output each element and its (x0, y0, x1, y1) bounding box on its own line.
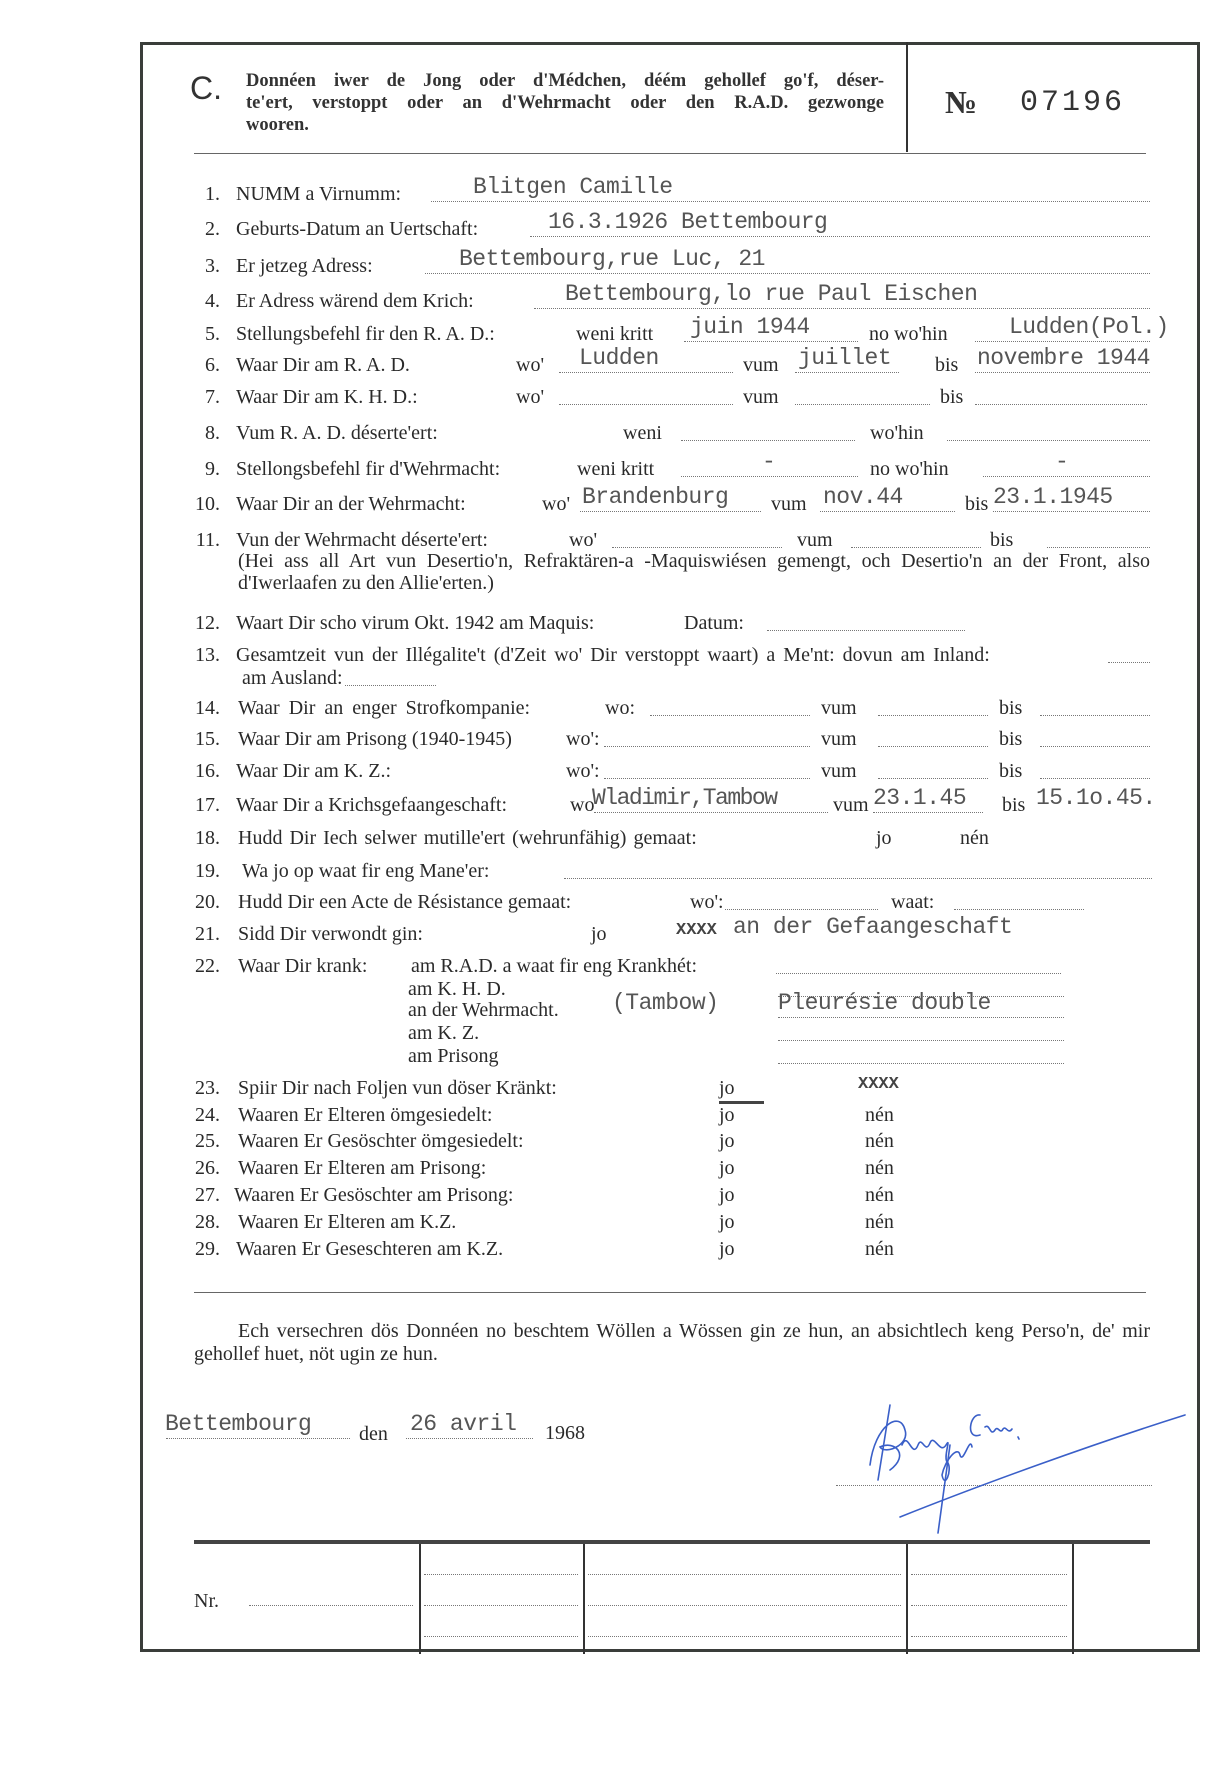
row-label: Waaren Er Gesöschter am Prisong: (234, 1184, 514, 1206)
mutilation-how-field[interactable] (564, 878, 1152, 879)
row-label: Waar Dir an enger Strofkompanie: (238, 697, 531, 719)
declaration-rule (194, 1292, 1146, 1293)
den-label: den (359, 1423, 388, 1445)
declaration-text: Ech versechren dös Donnéen no beschtem Wöllen a Wössen gin ze hun, an absichtlech keng Perso'n, de' mir gehollef huet, nöt ugin ze hun. (194, 1320, 1150, 1365)
row-label: Gesamtzeit vun der Illégalite't (d'Zeit wo' Dir verstoppt waart) a Me'nt: dovun am Inland: (236, 644, 990, 666)
row-21 (0, 914, 1232, 947)
row-7 (0, 384, 1232, 410)
option-yes[interactable]: jo (719, 1211, 735, 1233)
field-label: wo'hin (870, 422, 924, 444)
row-27 (0, 1182, 1232, 1208)
field-label: waat: (891, 891, 935, 913)
field-label: vum (821, 728, 857, 750)
row-label: Spiir Dir nach Foljen vun döser Kränkt: (238, 1077, 557, 1099)
field-label: vum (771, 493, 807, 515)
row-19 (0, 858, 1232, 884)
field-label: vum (821, 697, 857, 719)
row-label: Er Adress wärend dem Krich: (236, 290, 474, 312)
row-24 (0, 1102, 1232, 1128)
row-number: 27. (195, 1184, 220, 1206)
sick-rad-field[interactable] (776, 973, 1061, 974)
desert-place-field[interactable] (612, 547, 782, 548)
row-label: NUMM a Virnumm: (236, 183, 402, 205)
wehrmacht-from-field[interactable] (820, 511, 955, 512)
dash-value: - (1055, 449, 1069, 475)
rad-place-value: Ludden (579, 345, 659, 371)
field-label: weni kritt (577, 458, 655, 480)
rad-from-field[interactable] (795, 372, 899, 373)
war-address-field[interactable] (534, 308, 1150, 309)
rad-desert-dest-field[interactable] (947, 440, 1150, 441)
row-number: 13. (195, 644, 220, 666)
row-number: 20. (195, 891, 220, 913)
row-22-prison (0, 1043, 1232, 1069)
title-line: Donnéen iwer de Jong oder d'Médchen, déém gehollef go'f, déser- (246, 71, 884, 91)
field-label: wo': (566, 760, 600, 782)
row-number: 10. (195, 493, 220, 515)
row-label: Vun der Wehrmacht déserte'ert: (236, 529, 488, 551)
war-address-value: Bettembourg,lo rue Paul Eischen (565, 281, 978, 307)
option-no-struck[interactable]: XXXX (858, 1075, 899, 1094)
row-number: 7. (205, 386, 220, 408)
row-number: 6. (205, 354, 220, 376)
sick-wehrmacht-field[interactable] (778, 1017, 1064, 1018)
form-number: 07196 (1020, 86, 1126, 120)
khd-from-field[interactable] (795, 404, 930, 405)
row-number: 28. (195, 1211, 220, 1233)
wehrmacht-order-date-field[interactable] (681, 476, 858, 477)
table-divider (906, 1544, 908, 1654)
field-label: wo': (690, 891, 724, 913)
table-divider (583, 1544, 585, 1654)
field-label: bis (1002, 794, 1026, 816)
field-label: weni (623, 422, 662, 444)
field-label: wo' (542, 493, 571, 515)
row-12 (0, 610, 1232, 636)
field-label: bis (935, 354, 959, 376)
table-cell[interactable] (911, 1574, 1067, 1575)
field-label: vum (743, 386, 779, 408)
signature-image (830, 1385, 1200, 1535)
field-label: wo' (516, 386, 545, 408)
penal-from-field[interactable] (878, 715, 988, 716)
field-label: bis (965, 493, 989, 515)
prison-from-field[interactable] (878, 746, 988, 747)
address-value: Bettembourg,rue Luc, 21 (459, 246, 765, 272)
row-16 (0, 758, 1232, 784)
option-yes-underlined[interactable]: jo (719, 1075, 764, 1104)
sick-place-value: (Tambow) (612, 990, 719, 1016)
desert-from-field[interactable] (851, 547, 981, 548)
birth-field[interactable] (530, 236, 1150, 237)
nr-field[interactable] (249, 1605, 413, 1606)
row-number: 8. (205, 422, 220, 444)
option-yes[interactable]: jo (876, 827, 892, 849)
kz-from-field[interactable] (878, 778, 988, 779)
row-number: 17. (195, 794, 220, 816)
option-no[interactable]: nén (865, 1130, 894, 1152)
resistance-what-field[interactable] (954, 909, 1084, 910)
field-label: vum (743, 354, 779, 376)
field-label: no wo'hin (869, 323, 948, 345)
wehrmacht-place-value: Brandenburg (582, 484, 729, 510)
row-number: 16. (195, 760, 220, 782)
penal-place-field[interactable] (650, 715, 810, 716)
field-label: wo: (605, 697, 635, 719)
row-10 (0, 484, 1232, 517)
row-label: Waar Dir am K. H. D.: (236, 386, 418, 408)
row-number: 15. (195, 728, 220, 750)
header-divider (906, 42, 908, 152)
row-1 (0, 174, 1232, 207)
pow-from-value: 23.1.45 (873, 785, 967, 811)
row-number: 4. (205, 290, 220, 312)
row-number: 1. (205, 183, 220, 205)
row-number: 19. (195, 860, 220, 882)
field-label: weni kritt (576, 323, 654, 345)
field-label: vum (821, 760, 857, 782)
pow-place-value: Wladimir,Tambow (592, 785, 777, 811)
abroad-months-field[interactable] (345, 685, 436, 686)
date-field[interactable] (406, 1438, 533, 1439)
desertion-note: (Hei ass all Art vun Desertio'n, Refraktären-a -Maquiswiésen gemengt, och Desertio'n an der Front, also d'Iwerlaafen zu den Allie'erten.) (238, 550, 1150, 594)
row-9 (0, 449, 1232, 482)
desert-to-field[interactable] (1047, 547, 1150, 548)
field-label: wo' (569, 529, 598, 551)
name-value: Blitgen Camille (473, 174, 673, 200)
table-cell[interactable] (588, 1605, 901, 1606)
rad-desert-date-field[interactable] (681, 440, 855, 441)
row-label: Waar Dir krank: (238, 955, 368, 977)
number-symbol: № (945, 84, 978, 120)
row-label: Waaren Er Elteren am K.Z. (238, 1211, 457, 1233)
field-label: bis (999, 697, 1023, 719)
wehrmacht-place-field[interactable] (580, 511, 761, 512)
option-yes[interactable]: jo (591, 923, 607, 945)
row-number: 23. (195, 1077, 220, 1099)
table-divider (419, 1544, 421, 1654)
kz-place-field[interactable] (604, 778, 810, 779)
date-value: 26 avril (410, 1411, 517, 1437)
wehrmacht-order-dest-field[interactable] (983, 476, 1150, 477)
title-line: wooren. (246, 115, 309, 135)
row-20 (0, 889, 1232, 915)
row-17 (0, 785, 1232, 818)
field-label: bis (999, 728, 1023, 750)
kz-to-field[interactable] (1040, 778, 1150, 779)
row-2 (0, 209, 1232, 242)
row-28 (0, 1209, 1232, 1235)
row-label: Waar Dir am K. Z.: (236, 760, 391, 782)
row-label: Waar Dir an der Wehrmacht: (236, 493, 466, 515)
row-26 (0, 1155, 1232, 1181)
rad-to-value: novembre 1944 (977, 345, 1150, 371)
sick-prison-field[interactable] (778, 1063, 1064, 1064)
row-number: 2. (205, 218, 220, 240)
field-label: wo' (516, 354, 545, 376)
field-label: wo': (566, 728, 600, 750)
wehrmacht-from-value: nov.44 (823, 484, 903, 510)
row-label: Hudd Dir Iech selwer mutille'ert (wehrunfähig) gemaat: (238, 827, 697, 849)
row-number: 26. (195, 1157, 220, 1179)
khd-place-field[interactable] (559, 404, 733, 405)
row-number: 14. (195, 697, 220, 719)
wehrmacht-to-field[interactable] (993, 511, 1150, 512)
sick-kz-label: am K. Z. (408, 1022, 480, 1044)
row-label: Waar Dir am R. A. D. (236, 354, 410, 376)
row-3 (0, 246, 1232, 279)
rad-destination-field[interactable] (975, 341, 1150, 342)
row-29 (0, 1236, 1232, 1262)
rad-from-value: juillet (798, 345, 892, 371)
field-label: vum (797, 529, 833, 551)
penal-to-field[interactable] (1040, 715, 1150, 716)
option-yes[interactable]: jo (719, 1157, 735, 1179)
option-yes[interactable]: jo (719, 1130, 735, 1152)
table-cell[interactable] (911, 1636, 1067, 1637)
field-label: bis (940, 386, 964, 408)
sick-kz-field[interactable] (778, 1040, 1064, 1041)
row-label: Sidd Dir verwondt gin: (238, 923, 423, 945)
pow-place-field[interactable] (594, 812, 828, 813)
sick-rad-label: am R.A.D. a waat fir eng Krankhét: (411, 955, 698, 977)
row-label: Hudd Dir een Acte de Résistance gemaat: (238, 891, 572, 913)
prison-to-field[interactable] (1040, 746, 1150, 747)
sickness-value: Pleurésie double (778, 990, 991, 1016)
nr-label: Nr. (194, 1590, 219, 1612)
field-label: wo (570, 794, 595, 816)
table-cell[interactable] (911, 1605, 1067, 1606)
row-label: Waar Dir am Prisong (1940-1945) (238, 728, 512, 750)
section-title (246, 70, 884, 136)
row-label: Waaren Er Elteren am Prisong: (238, 1157, 487, 1179)
row-label: Stellungsbefehl fir den R. A. D.: (236, 323, 495, 345)
dash-value: - (762, 449, 776, 475)
title-line: te'ert, verstoppt oder an d'Wehrmacht oder den R.A.D. gezwonge (246, 93, 884, 113)
option-no[interactable]: nén (865, 1211, 894, 1233)
row-15 (0, 726, 1232, 752)
khd-to-field[interactable] (975, 404, 1147, 405)
row-number: 9. (205, 458, 220, 480)
resistance-place-field[interactable] (725, 909, 878, 910)
inland-months-field[interactable] (1108, 662, 1150, 663)
row-label: Geburts-Datum an Uertschaft: (236, 218, 479, 240)
rad-order-date-field[interactable] (684, 341, 858, 342)
row-number: 25. (195, 1130, 220, 1152)
sick-khd-label: am K. H. D. (408, 978, 506, 1000)
row-13-abroad (0, 665, 1232, 691)
table-cell[interactable] (588, 1574, 901, 1575)
row-14 (0, 695, 1232, 721)
rad-order-date-value: juin 1944 (690, 314, 810, 340)
wounded-value: an der Gefaangeschaft (733, 914, 1013, 940)
field-label: Datum: (684, 612, 744, 634)
row-23 (0, 1075, 1232, 1101)
birth-value: 16.3.1926 Bettembourg (548, 209, 828, 235)
row-label: Waaren Er Geseschteren am K.Z. (236, 1238, 504, 1260)
row-number: 3. (205, 255, 220, 277)
row-label: Er jetzeg Adress: (236, 255, 373, 277)
sick-prison-label: am Prisong (408, 1045, 499, 1067)
name-field[interactable] (431, 201, 1150, 202)
table-cell[interactable] (424, 1605, 578, 1606)
prison-place-field[interactable] (604, 746, 810, 747)
footer-rule (194, 1540, 1150, 1544)
row-label: Wa jo op waat fir eng Mane'er: (242, 860, 490, 882)
row-18 (0, 825, 1232, 851)
row-label: Vum R. A. D. déserte'ert: (236, 422, 438, 444)
row-number: 29. (195, 1238, 220, 1260)
address-field[interactable] (425, 273, 1150, 274)
row-label: am Ausland: (242, 667, 343, 689)
place-field[interactable] (166, 1438, 350, 1439)
option-no[interactable]: nén (865, 1157, 894, 1179)
year-label: 1968 (545, 1422, 585, 1444)
row-label: Stellongsbefehl fir d'Wehrmacht: (236, 458, 501, 480)
table-divider (1072, 1544, 1074, 1654)
pow-from-field[interactable] (873, 812, 983, 813)
option-no[interactable]: nén (865, 1184, 894, 1206)
row-6 (0, 345, 1232, 378)
table-cell[interactable] (424, 1636, 578, 1637)
option-yes[interactable]: jo (719, 1104, 735, 1126)
row-4 (0, 281, 1232, 314)
field-label: bis (990, 529, 1014, 551)
option-no-struck[interactable]: XXXX (676, 921, 717, 940)
rad-place-field[interactable] (559, 372, 733, 373)
field-label: bis (999, 760, 1023, 782)
row-5 (0, 314, 1232, 347)
header-rule (194, 153, 1146, 154)
row-label: Waaren Er Gesöschter ömgesiedelt: (238, 1130, 524, 1152)
row-label: Waart Dir scho virum Okt. 1942 am Maquis: (236, 612, 595, 634)
option-yes[interactable]: jo (719, 1238, 735, 1260)
rad-destination-value: Ludden(Pol.) (1009, 314, 1169, 340)
table-cell[interactable] (588, 1636, 901, 1637)
row-number: 18. (195, 827, 220, 849)
sick-wehrmacht-label: an der Wehrmacht. (408, 999, 559, 1021)
option-no[interactable]: nén (865, 1238, 894, 1260)
row-25 (0, 1128, 1232, 1154)
row-number: 5. (205, 323, 220, 345)
row-8 (0, 420, 1232, 446)
section-letter: C. (190, 70, 222, 106)
row-number: 22. (195, 955, 220, 977)
rad-to-field[interactable] (975, 372, 1150, 373)
wehrmacht-to-value: 23.1.1945 (993, 484, 1113, 510)
field-label: vum (833, 794, 869, 816)
field-label: no wo'hin (870, 458, 949, 480)
row-label: Waar Dir a Krichsgefaangeschaft: (236, 794, 508, 816)
option-no[interactable]: nén (960, 827, 989, 849)
row-number: 21. (195, 923, 220, 945)
row-number: 12. (195, 612, 220, 634)
option-yes[interactable]: jo (719, 1184, 735, 1206)
table-cell[interactable] (424, 1574, 578, 1575)
row-number: 11. (195, 529, 220, 551)
option-no[interactable]: nén (865, 1104, 894, 1126)
pow-to-value: 15.1o.45. (1036, 785, 1156, 811)
row-label: Waaren Er Elteren ömgesiedelt: (238, 1104, 493, 1126)
place-value: Bettembourg (165, 1411, 312, 1437)
maquis-date-field[interactable] (767, 630, 965, 631)
row-number: 24. (195, 1104, 220, 1126)
